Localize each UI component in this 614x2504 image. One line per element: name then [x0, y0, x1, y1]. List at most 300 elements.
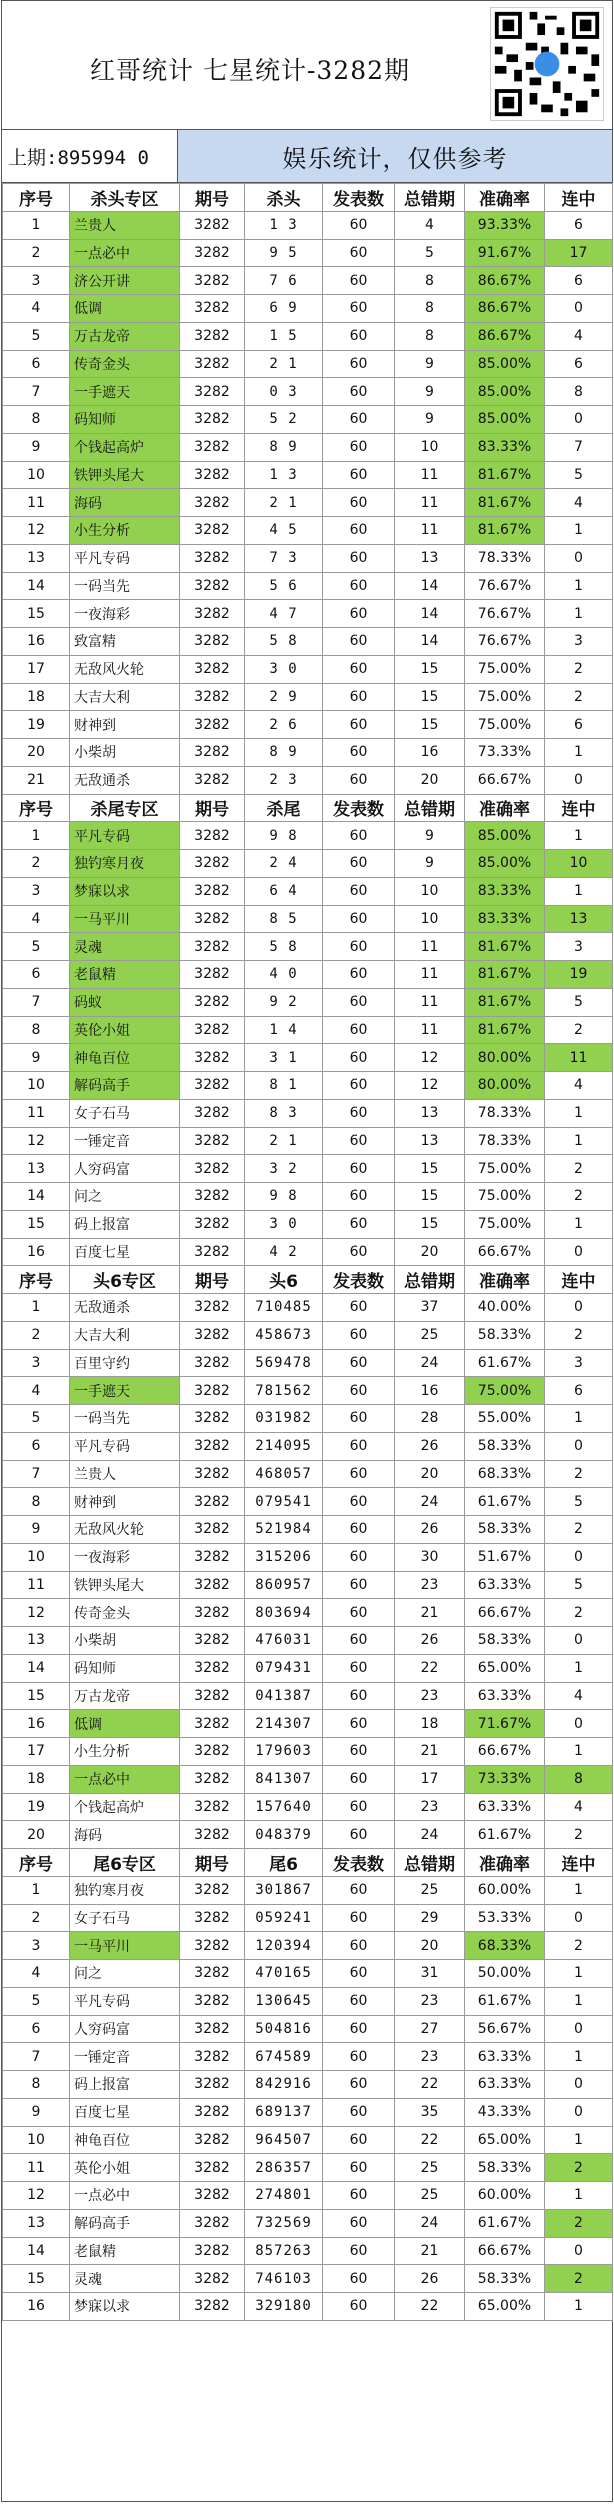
cell-col-index: 5: [3, 933, 70, 961]
cell-col-index: 8: [3, 406, 70, 434]
cell-col-index: 11: [3, 489, 70, 517]
cell-col-errors: 12: [395, 1044, 465, 1072]
cell-col-pick: 157640: [245, 1793, 323, 1821]
table-row: [3, 850, 613, 878]
cell-col-author: 平凡专码: [70, 544, 180, 572]
cell-col-period: 3282: [180, 517, 245, 545]
cell-col-posted: 60: [323, 295, 395, 323]
cell-col-period: 3282: [180, 961, 245, 989]
cell-col-period: 3282: [180, 1127, 245, 1155]
cell-col-period: 3282: [180, 2126, 245, 2154]
cell-col-streak: 1: [545, 572, 613, 600]
table-row: [3, 461, 613, 489]
cell-col-author: 独钓寒月夜: [70, 850, 180, 878]
cell-col-period: 3282: [180, 628, 245, 656]
cell-col-period: 3282: [180, 1099, 245, 1127]
section-header-row: [3, 1266, 613, 1294]
cell-col-accuracy: 58.33%: [465, 2265, 545, 2293]
table-row: [3, 350, 613, 378]
table-row: [3, 1294, 613, 1322]
cell-col-streak: 13: [545, 905, 613, 933]
cell-col-pick: 964507: [245, 2126, 323, 2154]
cell-col-author: 一手遮天: [70, 1377, 180, 1405]
header-col-accuracy: 准确率: [465, 794, 545, 822]
cell-col-errors: 24: [395, 1488, 465, 1516]
cell-col-posted: 60: [323, 1127, 395, 1155]
cell-col-index: 12: [3, 517, 70, 545]
table-row: [3, 1377, 613, 1405]
cell-col-author: 大吉大利: [70, 683, 180, 711]
cell-col-accuracy: 63.33%: [465, 2043, 545, 2071]
header-col-period: 期号: [180, 1849, 245, 1877]
cell-col-pick: 130645: [245, 1987, 323, 2015]
cell-col-posted: 60: [323, 1793, 395, 1821]
table-row: [3, 1238, 613, 1266]
cell-col-errors: 23: [395, 1987, 465, 2015]
cell-col-pick: 179603: [245, 1738, 323, 1766]
cell-col-posted: 60: [323, 350, 395, 378]
cell-col-posted: 60: [323, 267, 395, 295]
cell-col-errors: 20: [395, 766, 465, 794]
cell-col-posted: 60: [323, 2126, 395, 2154]
cell-col-errors: 4: [395, 211, 465, 239]
cell-col-streak: 1: [545, 1987, 613, 2015]
cell-col-posted: 60: [323, 489, 395, 517]
header-col-author: 杀头专区: [70, 184, 180, 212]
table-row: [3, 1044, 613, 1072]
cell-col-accuracy: 61.67%: [465, 1349, 545, 1377]
cell-col-author: 解码高手: [70, 2209, 180, 2237]
cell-col-posted: 60: [323, 739, 395, 767]
header-col-index: 序号: [3, 1266, 70, 1294]
cell-col-period: 3282: [180, 988, 245, 1016]
cell-col-pick: 9 8: [245, 1183, 323, 1211]
cell-col-author: 梦寐以求: [70, 877, 180, 905]
cell-col-streak: 1: [545, 1210, 613, 1238]
header-col-pick: 杀头: [245, 184, 323, 212]
cell-col-author: 一点必中: [70, 239, 180, 267]
table-row: [3, 378, 613, 406]
cell-col-period: 3282: [180, 378, 245, 406]
table-row: [3, 2043, 613, 2071]
cell-col-pick: 8 9: [245, 433, 323, 461]
cell-col-posted: 60: [323, 628, 395, 656]
cell-col-errors: 16: [395, 739, 465, 767]
cell-col-period: 3282: [180, 766, 245, 794]
cell-col-streak: 2: [545, 1016, 613, 1044]
cell-col-author: 老鼠精: [70, 2237, 180, 2265]
cell-col-pick: 746103: [245, 2265, 323, 2293]
cell-col-index: 1: [3, 1876, 70, 1904]
cell-col-period: 3282: [180, 600, 245, 628]
cell-col-pick: 468057: [245, 1460, 323, 1488]
cell-col-streak: 4: [545, 322, 613, 350]
cell-col-streak: 7: [545, 433, 613, 461]
cell-col-period: 3282: [180, 1793, 245, 1821]
cell-col-index: 7: [3, 1460, 70, 1488]
cell-col-accuracy: 66.67%: [465, 1738, 545, 1766]
cell-col-errors: 9: [395, 822, 465, 850]
cell-col-period: 3282: [180, 2237, 245, 2265]
table-row: [3, 711, 613, 739]
cell-col-author: 一码当先: [70, 1405, 180, 1433]
cell-col-accuracy: 78.33%: [465, 1099, 545, 1127]
cell-col-errors: 35: [395, 2098, 465, 2126]
cell-col-index: 10: [3, 1072, 70, 1100]
cell-col-posted: 60: [323, 2182, 395, 2210]
cell-col-index: 1: [3, 211, 70, 239]
cell-col-accuracy: 53.33%: [465, 1904, 545, 1932]
cell-col-pick: 9 5: [245, 239, 323, 267]
header-col-pick: 尾6: [245, 1849, 323, 1877]
cell-col-errors: 18: [395, 1710, 465, 1738]
cell-col-period: 3282: [180, 1349, 245, 1377]
table-row: [3, 2098, 613, 2126]
cell-col-posted: 60: [323, 933, 395, 961]
cell-col-errors: 13: [395, 1099, 465, 1127]
cell-col-accuracy: 61.67%: [465, 2209, 545, 2237]
cell-col-posted: 60: [323, 1044, 395, 1072]
cell-col-accuracy: 81.67%: [465, 1016, 545, 1044]
cell-col-pick: 7 3: [245, 544, 323, 572]
stats-table-body: [3, 184, 613, 2321]
cell-col-posted: 60: [323, 877, 395, 905]
cell-col-period: 3282: [180, 1904, 245, 1932]
cell-col-author: 梦寐以求: [70, 2293, 180, 2321]
table-row: [3, 1765, 613, 1793]
cell-col-errors: 9: [395, 850, 465, 878]
cell-col-pick: 301867: [245, 1876, 323, 1904]
cell-col-accuracy: 93.33%: [465, 211, 545, 239]
cell-col-period: 3282: [180, 2182, 245, 2210]
sheet-title: 红哥统计 七星统计-3282期: [90, 56, 411, 85]
cell-col-pick: 079431: [245, 1654, 323, 1682]
cell-col-index: 2: [3, 850, 70, 878]
cell-col-period: 3282: [180, 350, 245, 378]
cell-col-index: 1: [3, 1294, 70, 1322]
cell-col-period: 3282: [180, 1294, 245, 1322]
cell-col-posted: 60: [323, 1571, 395, 1599]
cell-col-author: 平凡专码: [70, 822, 180, 850]
cell-col-period: 3282: [180, 406, 245, 434]
cell-col-errors: 14: [395, 600, 465, 628]
cell-col-posted: 60: [323, 1738, 395, 1766]
table-row: [3, 1876, 613, 1904]
cell-col-period: 3282: [180, 461, 245, 489]
cell-col-errors: 14: [395, 572, 465, 600]
cell-col-period: 3282: [180, 1405, 245, 1433]
cell-col-posted: 60: [323, 1765, 395, 1793]
table-row: [3, 877, 613, 905]
cell-col-posted: 60: [323, 1654, 395, 1682]
cell-col-index: 12: [3, 1127, 70, 1155]
cell-col-index: 9: [3, 1044, 70, 1072]
cell-col-posted: 60: [323, 2154, 395, 2182]
table-row: [3, 1710, 613, 1738]
cell-col-author: 一点必中: [70, 1765, 180, 1793]
cell-col-errors: 11: [395, 489, 465, 517]
cell-col-posted: 60: [323, 1210, 395, 1238]
cell-col-streak: 2: [545, 1155, 613, 1183]
cell-col-accuracy: 81.67%: [465, 961, 545, 989]
cell-col-pick: 5 6: [245, 572, 323, 600]
cell-col-pick: 9 2: [245, 988, 323, 1016]
cell-col-errors: 8: [395, 267, 465, 295]
cell-col-posted: 60: [323, 1932, 395, 1960]
cell-col-author: 无敌风火轮: [70, 655, 180, 683]
table-row: [3, 2071, 613, 2099]
cell-col-streak: 0: [545, 2098, 613, 2126]
cell-col-index: 12: [3, 2182, 70, 2210]
cell-col-streak: 0: [545, 1710, 613, 1738]
cell-col-pick: 031982: [245, 1405, 323, 1433]
cell-col-pick: 470165: [245, 1960, 323, 1988]
cell-col-index: 14: [3, 1183, 70, 1211]
header-col-index: 序号: [3, 1849, 70, 1877]
cell-col-posted: 60: [323, 2265, 395, 2293]
cell-col-index: 3: [3, 877, 70, 905]
cell-col-index: 17: [3, 655, 70, 683]
cell-col-errors: 11: [395, 1016, 465, 1044]
table-row: [3, 1321, 613, 1349]
cell-col-errors: 15: [395, 711, 465, 739]
cell-col-posted: 60: [323, 2043, 395, 2071]
table-row: [3, 1932, 613, 1960]
cell-col-posted: 60: [323, 1682, 395, 1710]
cell-col-author: 兰贵人: [70, 1460, 180, 1488]
cell-col-accuracy: 75.00%: [465, 1377, 545, 1405]
cell-col-pick: 4 5: [245, 517, 323, 545]
cell-col-index: 17: [3, 1738, 70, 1766]
cell-col-posted: 60: [323, 905, 395, 933]
table-row: [3, 267, 613, 295]
cell-col-period: 3282: [180, 2071, 245, 2099]
cell-col-pick: 059241: [245, 1904, 323, 1932]
header-col-streak: 连中: [545, 184, 613, 212]
cell-col-streak: 0: [545, 2237, 613, 2265]
cell-col-errors: 23: [395, 1682, 465, 1710]
cell-col-index: 15: [3, 600, 70, 628]
cell-col-errors: 14: [395, 628, 465, 656]
cell-col-streak: 2: [545, 1599, 613, 1627]
cell-col-accuracy: 60.00%: [465, 1876, 545, 1904]
cell-col-pick: 781562: [245, 1377, 323, 1405]
cell-col-period: 3282: [180, 1599, 245, 1627]
cell-col-posted: 60: [323, 766, 395, 794]
cell-col-author: 无敌通杀: [70, 1294, 180, 1322]
cell-col-accuracy: 78.33%: [465, 1127, 545, 1155]
cell-col-period: 3282: [180, 1488, 245, 1516]
cell-col-accuracy: 85.00%: [465, 406, 545, 434]
cell-col-accuracy: 75.00%: [465, 1155, 545, 1183]
cell-col-accuracy: 85.00%: [465, 350, 545, 378]
cell-col-streak: 1: [545, 822, 613, 850]
cell-col-index: 11: [3, 1571, 70, 1599]
cell-col-accuracy: 63.33%: [465, 2071, 545, 2099]
cell-col-pick: 315206: [245, 1543, 323, 1571]
table-row: [3, 2154, 613, 2182]
cell-col-author: 济公开讲: [70, 267, 180, 295]
cell-col-author: 码知师: [70, 1654, 180, 1682]
table-row: [3, 2015, 613, 2043]
qr-code-icon: [490, 7, 604, 121]
cell-col-accuracy: 81.67%: [465, 988, 545, 1016]
cell-col-streak: 1: [545, 1738, 613, 1766]
cell-col-streak: 6: [545, 211, 613, 239]
table-row: [3, 1155, 613, 1183]
cell-col-posted: 60: [323, 1377, 395, 1405]
cell-col-accuracy: 80.00%: [465, 1072, 545, 1100]
header-col-errors: 总错期: [395, 1266, 465, 1294]
cell-col-pick: 3 0: [245, 1210, 323, 1238]
cell-col-posted: 60: [323, 850, 395, 878]
cell-col-period: 3282: [180, 1516, 245, 1544]
cell-col-posted: 60: [323, 1516, 395, 1544]
cell-col-index: 12: [3, 1599, 70, 1627]
cell-col-accuracy: 58.33%: [465, 1627, 545, 1655]
cell-col-author: 一夜海彩: [70, 600, 180, 628]
cell-col-author: 低调: [70, 295, 180, 323]
table-row: [3, 739, 613, 767]
cell-col-streak: 2: [545, 1460, 613, 1488]
cell-col-errors: 15: [395, 1210, 465, 1238]
table-row: [3, 1072, 613, 1100]
cell-col-index: 4: [3, 1960, 70, 1988]
cell-col-index: 21: [3, 766, 70, 794]
table-row: [3, 1682, 613, 1710]
cell-col-pick: 803694: [245, 1599, 323, 1627]
cell-col-author: 一夜海彩: [70, 1543, 180, 1571]
cell-col-streak: 19: [545, 961, 613, 989]
last-period-result: 上期:895994 0: [2, 130, 178, 182]
cell-col-author: 百度七星: [70, 1238, 180, 1266]
cell-col-errors: 15: [395, 655, 465, 683]
cell-col-pick: 5 8: [245, 933, 323, 961]
cell-col-streak: 10: [545, 850, 613, 878]
cell-col-author: 传奇金头: [70, 350, 180, 378]
cell-col-author: 女子石马: [70, 1099, 180, 1127]
cell-col-posted: 60: [323, 1821, 395, 1849]
cell-col-index: 5: [3, 322, 70, 350]
cell-col-accuracy: 63.33%: [465, 1571, 545, 1599]
cell-col-period: 3282: [180, 1155, 245, 1183]
cell-col-author: 码上报富: [70, 1210, 180, 1238]
cell-col-index: 14: [3, 2237, 70, 2265]
cell-col-period: 3282: [180, 2043, 245, 2071]
header-col-author: 头6专区: [70, 1266, 180, 1294]
cell-col-accuracy: 81.67%: [465, 933, 545, 961]
table-row: [3, 489, 613, 517]
sheet-subheader: [2, 130, 612, 183]
cell-col-streak: 1: [545, 2126, 613, 2154]
cell-col-period: 3282: [180, 1044, 245, 1072]
cell-col-errors: 11: [395, 517, 465, 545]
cell-col-author: 独钓寒月夜: [70, 1876, 180, 1904]
cell-col-posted: 60: [323, 1349, 395, 1377]
cell-col-posted: 60: [323, 1099, 395, 1127]
cell-col-accuracy: 86.67%: [465, 322, 545, 350]
cell-col-period: 3282: [180, 1876, 245, 1904]
cell-col-pick: 214307: [245, 1710, 323, 1738]
cell-col-errors: 21: [395, 2237, 465, 2265]
cell-col-author: 英伦小姐: [70, 2154, 180, 2182]
cell-col-pick: 4 2: [245, 1238, 323, 1266]
cell-col-streak: 4: [545, 1072, 613, 1100]
cell-col-author: 一手遮天: [70, 378, 180, 406]
cell-col-index: 13: [3, 1155, 70, 1183]
table-row: [3, 1432, 613, 1460]
cell-col-errors: 25: [395, 1876, 465, 1904]
cell-col-streak: 1: [545, 1099, 613, 1127]
cell-col-author: 女子石马: [70, 1904, 180, 1932]
cell-col-index: 1: [3, 822, 70, 850]
table-row: [3, 2126, 613, 2154]
table-row: [3, 1516, 613, 1544]
cell-col-pick: 857263: [245, 2237, 323, 2265]
cell-col-period: 3282: [180, 822, 245, 850]
cell-col-pick: 7 6: [245, 267, 323, 295]
cell-col-errors: 30: [395, 1543, 465, 1571]
cell-col-accuracy: 58.33%: [465, 1321, 545, 1349]
cell-col-author: 小生分析: [70, 1738, 180, 1766]
cell-col-posted: 60: [323, 1627, 395, 1655]
cell-col-accuracy: 75.00%: [465, 711, 545, 739]
cell-col-pick: 2 1: [245, 489, 323, 517]
cell-col-posted: 60: [323, 2098, 395, 2126]
cell-col-pick: 6 9: [245, 295, 323, 323]
cell-col-index: 14: [3, 1654, 70, 1682]
cell-col-streak: 0: [545, 766, 613, 794]
cell-col-errors: 37: [395, 1294, 465, 1322]
cell-col-posted: 60: [323, 683, 395, 711]
cell-col-accuracy: 78.33%: [465, 544, 545, 572]
header-col-accuracy: 准确率: [465, 1849, 545, 1877]
table-row: [3, 1405, 613, 1433]
cell-col-streak: 2: [545, 1932, 613, 1960]
cell-col-streak: 0: [545, 406, 613, 434]
cell-col-index: 20: [3, 739, 70, 767]
cell-col-pick: 3 0: [245, 655, 323, 683]
cell-col-errors: 21: [395, 1599, 465, 1627]
cell-col-pick: 1 3: [245, 211, 323, 239]
table-row: [3, 1987, 613, 2015]
cell-col-accuracy: 61.67%: [465, 1987, 545, 2015]
cell-col-author: 神龟百位: [70, 2126, 180, 2154]
cell-col-period: 3282: [180, 433, 245, 461]
cell-col-accuracy: 73.33%: [465, 739, 545, 767]
cell-col-period: 3282: [180, 1460, 245, 1488]
cell-col-author: 百度七星: [70, 2098, 180, 2126]
cell-col-author: 问之: [70, 1960, 180, 1988]
cell-col-errors: 5: [395, 239, 465, 267]
cell-col-index: 7: [3, 378, 70, 406]
header-col-errors: 总错期: [395, 184, 465, 212]
cell-col-period: 3282: [180, 1765, 245, 1793]
cell-col-pick: 329180: [245, 2293, 323, 2321]
cell-col-errors: 13: [395, 544, 465, 572]
cell-col-streak: 1: [545, 2043, 613, 2071]
cell-col-period: 3282: [180, 1016, 245, 1044]
cell-col-streak: 6: [545, 350, 613, 378]
cell-col-errors: 31: [395, 1960, 465, 1988]
cell-col-pick: 458673: [245, 1321, 323, 1349]
cell-col-errors: 12: [395, 1072, 465, 1100]
cell-col-pick: 476031: [245, 1627, 323, 1655]
header-col-accuracy: 准确率: [465, 1266, 545, 1294]
cell-col-index: 9: [3, 1516, 70, 1544]
table-row: [3, 239, 613, 267]
cell-col-pick: 048379: [245, 1821, 323, 1849]
